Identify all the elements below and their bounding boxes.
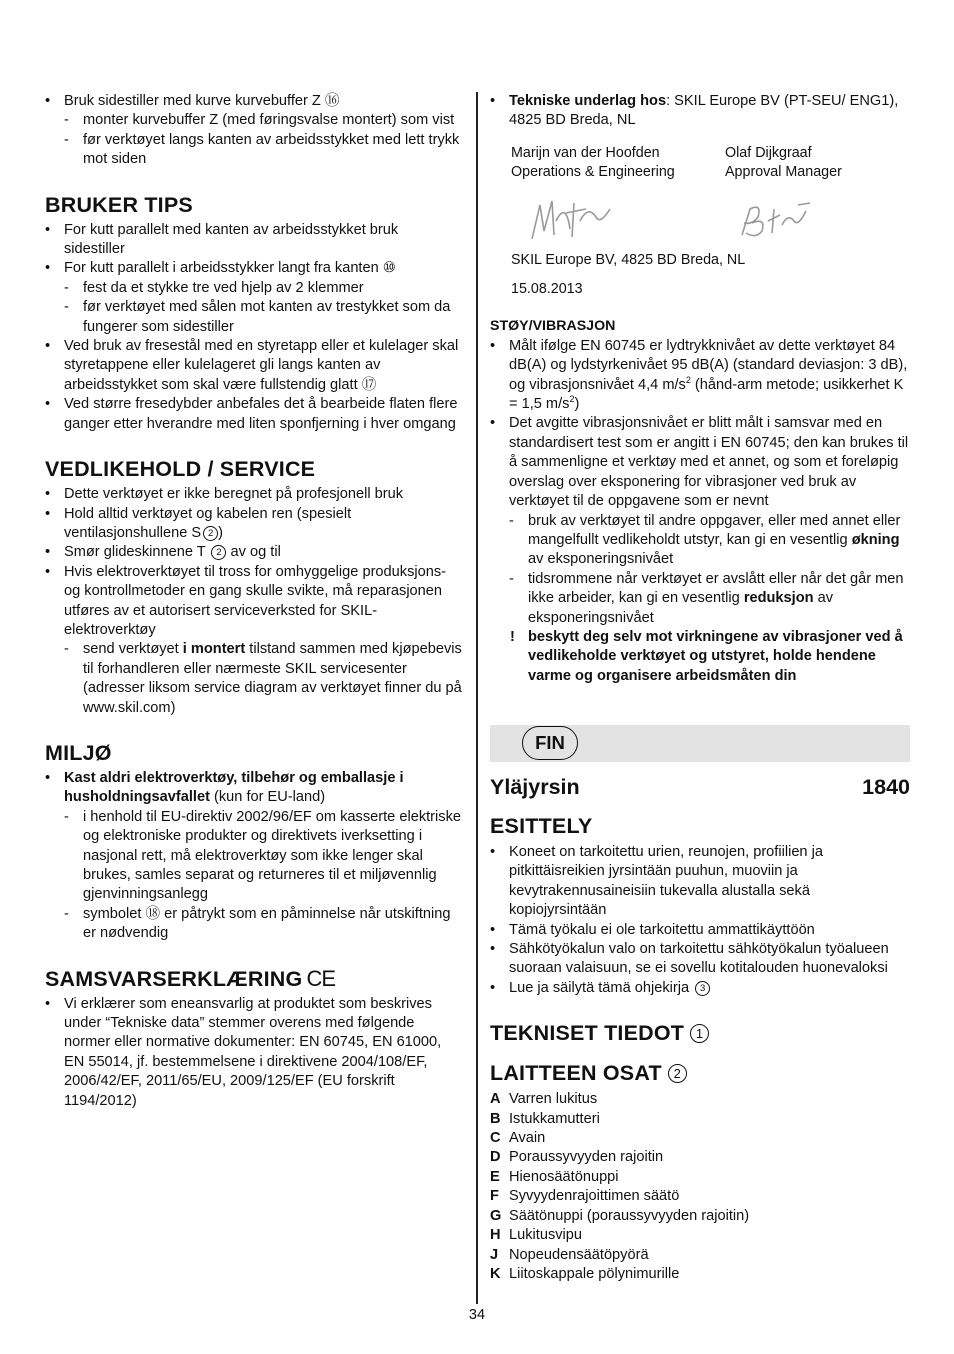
language-bar xyxy=(490,725,910,762)
miljo-list xyxy=(45,769,463,944)
signature-2-icon xyxy=(736,197,816,247)
ref-circle: 2 xyxy=(668,1064,687,1083)
ref-circle: 1 xyxy=(690,1024,709,1043)
list-item: - monter kurvebuffer Z (med føringsvalse montert) som vist xyxy=(45,111,463,130)
list-item: • Hvis elektroverktøyet til tross for omhyggelige produksjons- og kontrollmetoder en gang skulle svikte, må reparasjonen utføres av et autorisert serviceverksted for SKIL-elektroverktøy xyxy=(45,563,463,641)
list-item: B Istukkamutteri xyxy=(490,1110,600,1127)
list-item: - symbolet ⑱ er påtrykt som en påminnelse når utskiftning er nødvendig xyxy=(45,905,463,944)
list-item: - før verktøyet langs kanten av arbeidsstykket med lett trykk mot siden xyxy=(45,131,463,170)
signatures xyxy=(490,183,910,251)
list-item: • For kutt parallelt med kanten av arbeidsstykket bruk sidestiller xyxy=(45,221,463,260)
list-item: E Hienosäätönuppi xyxy=(490,1168,619,1185)
product-number: 1840 xyxy=(862,775,910,799)
list-item: • Vi erklærer som eneansvarlig at produktet som beskrives under “Tekniske data” stemmer overens med følgende normer eller normative dokumenter: EN 60745, EN 61000, EN 55014, jf. bestemmelsene i direktivene 2004/108/EF, 2006/42/EF, 2011/65/EU, 2009/125/EF (EU forskrift 1194/2012) xyxy=(45,995,463,1111)
samsvar-list xyxy=(45,995,463,1111)
list-item: • Koneet on tarkoitettu urien, reunojen, profiilien ja pitkittäisreikien jyrsintään puuhun, muoviin ja kevytrakennusaineisiin tukevalla alustalla sekä kopiojyrsintään xyxy=(490,843,910,921)
heading-bruker-tips: BRUKER TIPS xyxy=(45,192,193,217)
page-number: 34 xyxy=(468,1307,486,1323)
heading-samsvar: SAMSVARSERKLÆRING CE xyxy=(45,965,335,991)
ref-circle: 2 xyxy=(203,526,218,541)
signer-block xyxy=(490,144,910,183)
product-name: Yläjyrsin xyxy=(490,775,580,799)
ref-circle: ⑯ xyxy=(324,93,340,109)
heading-vedlikehold: VEDLIKEHOLD / SERVICE xyxy=(45,457,316,482)
company-address: SKIL Europe BV, 4825 BD Breda, NL xyxy=(511,251,746,268)
list-item: • Målt ifølge EN 60745 er lydtrykknivået av dette verktøyet 84 dB(A) og lydstyrkenivået 95 dB(A) (standard deviasjon: 3 dB), og vibrasjonsnivået 4,4 $m/s^2$ (hånd-arm metode; usikkerhet K = 1,5 $m/s^2$) xyxy=(490,337,910,415)
ref-circle: ⑩ xyxy=(382,260,396,277)
column-divider xyxy=(476,92,478,1304)
list-item: • Det avgitte vibrasjonsnivået er blitt målt i samsvar med en standardisert test som er angitt i EN 60745; den kan brukes til å sammenligne et verktøy med et annet, og som et foreløpig overslag over eksponering for vibrasjoner ved bruk av verktøyet til de oppgavene som er nevnt xyxy=(490,414,910,511)
list-item: A Varren lukitus xyxy=(490,1091,598,1108)
ref-circle: 2 xyxy=(211,545,226,560)
list-item: C Avain xyxy=(490,1130,546,1147)
list-item: • Ved bruk av fresestål med en styretapp eller et kulelager skal styretappene eller kulelageret gli langs kanten av arbeidsstykket som skal være fullstendig glatt ⑰ xyxy=(45,337,463,395)
signature-1-icon xyxy=(526,191,616,251)
ref-circle: 3 xyxy=(695,981,710,996)
heading-esittely: ESITTELY xyxy=(490,814,593,838)
heading-miljo: MILJØ xyxy=(45,740,112,765)
list-item: • Kast aldri elektroverktøy, tilbehør og emballasje i husholdningsavfallet (kun for EU-land) xyxy=(45,769,463,808)
ce-mark-icon: CE xyxy=(306,965,335,991)
ref-circle: ⑰ xyxy=(361,376,377,393)
list-item: • Tekniske underlag hos: SKIL Europe BV (PT-SEU/ ENG1), 4825 BD Breda, NL xyxy=(490,92,910,131)
signer-1: Marijn van der Hoofden Operations & Engineering xyxy=(511,144,675,181)
heading-laitteen: LAITTEEN OSAT 2 xyxy=(490,1060,910,1086)
list-item: • Sähkötyökalun valo on tarkoitettu sähkötyökalun työalueen suoraan valaisuun, se ei sovellu kotitalouden huonevaloksi xyxy=(490,940,910,979)
ref-circle: ⑱ xyxy=(145,905,161,922)
left-column xyxy=(45,92,463,1111)
teknisk-list xyxy=(490,92,910,131)
list-item: • Lue ja säilytä tämä ohjekirja 3 xyxy=(490,979,910,998)
intro-list xyxy=(45,92,463,170)
date: 15.08.2013 xyxy=(511,281,583,298)
list-item: • Hold alltid verktøyet og kabelen ren (spesielt ventilasjonshullene S 2 ) xyxy=(45,505,463,544)
list-item: F Syvyydenrajoittimen säätö xyxy=(490,1188,680,1205)
list-item: - i henhold til EU-direktiv 2002/96/EF om kasserte elektriske og elektroniske produkter og direktivets iverksetting i nasjonal rett, må elektroverktøy som ikke lenger skal brukes, samles separat og returneres til et miljøvennlig gjenvinningsanlegg xyxy=(45,808,463,905)
heading-tekniset: TEKNISET TIEDOT 1 xyxy=(490,1020,910,1046)
signer-2: Olaf Dijkgraaf Approval Manager xyxy=(725,144,842,181)
list-item: • Ved større fresedybder anbefales det å bearbeide flaten flere ganger etter hverandre med liten sponfjerning i hver omgang xyxy=(45,395,463,434)
product-title xyxy=(490,774,910,800)
stoy-list xyxy=(490,337,910,686)
list-item: • Smør glideskinnene T 2 av og til xyxy=(45,543,463,562)
list-item: H Lukitusvipu xyxy=(490,1227,583,1244)
list-item: • For kutt parallelt i arbeidsstykker langt fra kanten ⑩ xyxy=(45,259,463,278)
list-item: • Dette verktøyet er ikke beregnet på profesjonell bruk xyxy=(45,485,463,504)
list-item: G Säätönuppi (poraussyvyyden rajoitin) xyxy=(490,1207,750,1224)
parts-list xyxy=(490,1090,910,1284)
language-tag: FIN xyxy=(522,726,578,760)
list-item: • Bruk sidestiller med kurve kurvebuffer Z ⑯ xyxy=(45,92,463,111)
right-column xyxy=(490,92,910,686)
list-item: J Nopeudensäätöpyörä xyxy=(490,1246,649,1263)
esittely-list xyxy=(490,843,910,998)
bruker-tips-list xyxy=(45,221,463,434)
warning-item: ! beskytt deg selv mot virkningene av vibrasjoner ved å vedlikeholde verktøyet og utstyret, holde hendene varme og organisere arbeidsmåten din xyxy=(490,628,910,686)
heading-stoy: STØY/VIBRASJON xyxy=(490,318,616,335)
list-item: - tidsrommene når verktøyet er avslått eller når det går men ikke arbeider, kan gi en vesentlig reduksjon av eksponeringsnivået xyxy=(490,570,910,628)
list-item: • Tämä työkalu ei ole tarkoitettu ammattikäyttöön xyxy=(490,921,910,940)
list-item: - bruk av verktøyet til andre oppgaver, eller med annet eller mangelfullt vedlikeholdt utstyr, kan gi en vesentlig økning av eksponeringsnivået xyxy=(490,512,910,570)
list-item: - fest da et stykke tre ved hjelp av 2 klemmer xyxy=(45,279,463,298)
list-item: - send verktøyet i montert tilstand sammen med kjøpebevis til forhandleren eller nærmeste SKIL servicesenter (adresser liksom service diagram av verktøyet finner du på www.skil.com) xyxy=(45,640,463,718)
list-item: K Liitoskappale pölynimurille xyxy=(490,1265,680,1282)
right-column-lower xyxy=(490,774,910,1284)
list-item: - før verktøyet med sålen mot kanten av trestykket som da fungerer som sidestiller xyxy=(45,298,463,337)
list-item: D Poraussyvyyden rajoitin xyxy=(490,1149,664,1166)
vedlikehold-list xyxy=(45,485,463,718)
